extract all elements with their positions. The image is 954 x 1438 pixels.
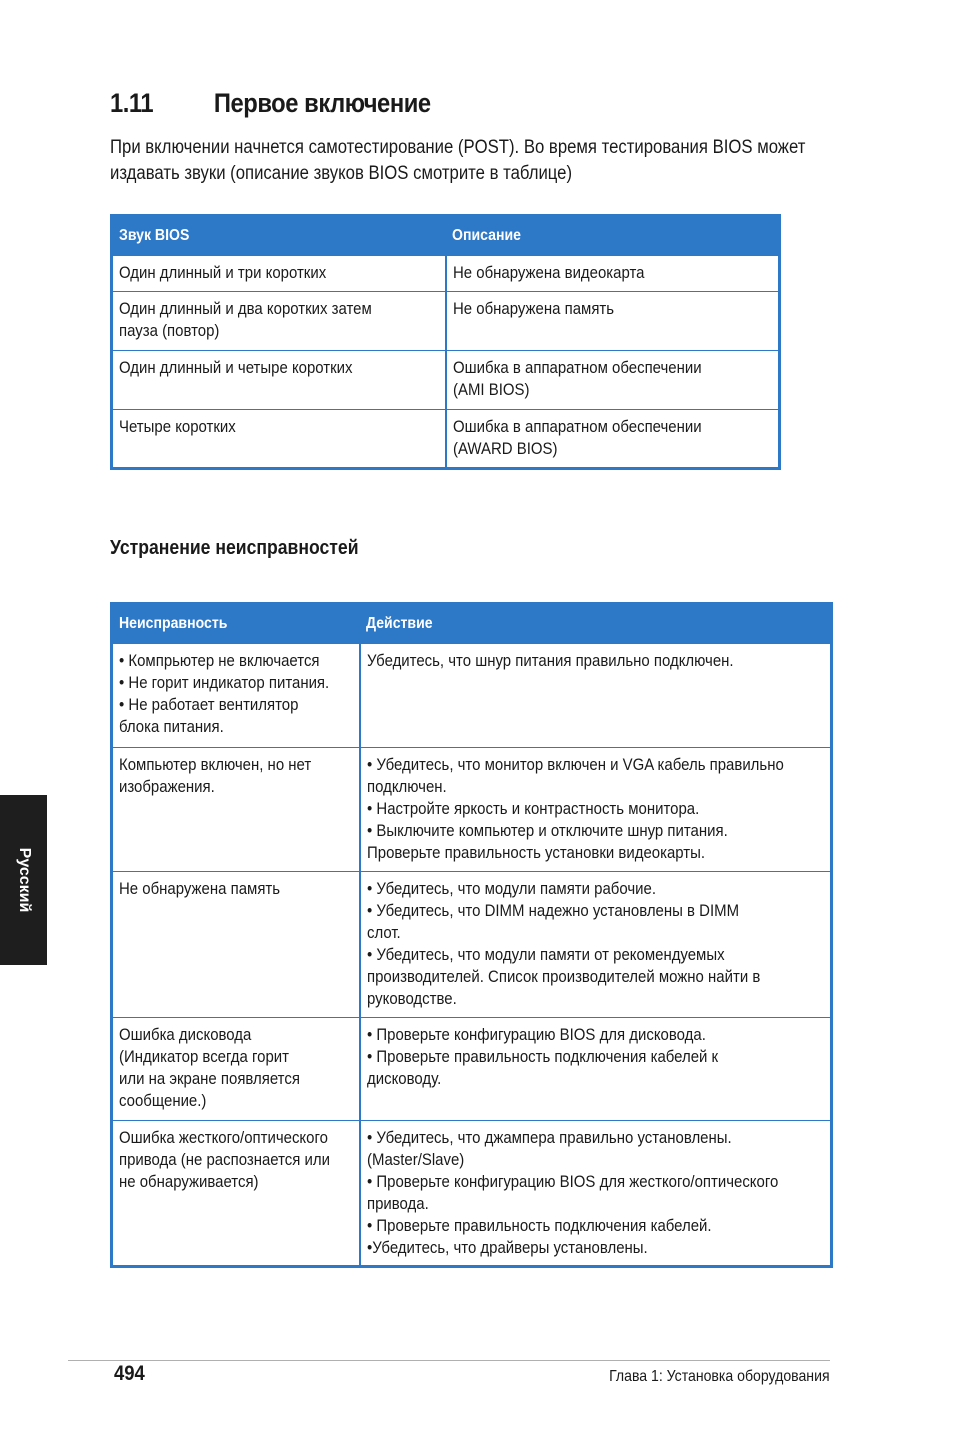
language-side-tab xyxy=(0,795,47,965)
language-label: Русский xyxy=(15,847,33,913)
troubleshooting-heading: Устранение неисправностей xyxy=(110,537,359,559)
troubleshooting-table xyxy=(110,602,833,1268)
table-cell: Ошибка дисковода (Индикатор всегда горит или на экране появляется сообщение.) xyxy=(112,1018,360,1121)
table-row xyxy=(112,1018,832,1121)
table-row xyxy=(112,872,832,1018)
intro-paragraph: При включении начнется самотестирование (POST). Во время тестирования BIOS может издавать звуки (описание звуков BIOS смотрите в таблице) xyxy=(110,137,806,184)
table-cell: Не обнаружена память xyxy=(446,292,780,351)
table-cell: • Компрьютер не включается • Не горит индикатор питания. • Не работает вентилятор блока питания. xyxy=(112,644,360,748)
table-cell: • Убедитесь, что модули памяти рабочие. • Убедитесь, что DIMM надежно установлены в DIMM слот. • Убедитесь, что модули памяти от рекомендуемых производителей. Список производителей можно найти в руководстве. xyxy=(360,872,832,1018)
table-header-row xyxy=(112,604,832,644)
table-row xyxy=(112,351,780,410)
table-row xyxy=(112,292,780,351)
table-row xyxy=(112,256,780,292)
section-title xyxy=(110,88,431,119)
column-header: Описание xyxy=(446,216,780,256)
table-cell: Убедитесь, что шнур питания правильно подключен. xyxy=(360,644,832,748)
section-title-text: Первое включение xyxy=(213,88,431,118)
column-header: Звук BIOS xyxy=(112,216,446,256)
table-cell: • Убедитесь, что монитор включен и VGA кабель правильно подключен. • Настройте яркость и контрастность монитора. • Выключите компьютер и отключите шнур питания. Проверьте правильность установки видеокарты. xyxy=(360,748,832,872)
table-cell: • Убедитесь, что джампера правильно установлены. (Master/Slave) • Проверьте конфигурацию BIOS для жесткого/оптического привода. • Проверьте правильность подключения кабелей. •Убедитесь, что драйверы установлены. xyxy=(360,1121,832,1267)
table-cell: • Проверьте конфигурацию BIOS для дисковода. • Проверьте правильность подключения кабелей к дисководу. xyxy=(360,1018,832,1121)
table-cell: Ошибка жесткого/оптического привода (не распознается или не обнаруживается) xyxy=(112,1121,360,1267)
page-number: 494 xyxy=(114,1362,145,1385)
table-cell: Один длинный и четыре коротких xyxy=(112,351,446,410)
table-row xyxy=(112,410,780,469)
table-row xyxy=(112,644,832,748)
table-cell: Четыре коротких xyxy=(112,410,446,469)
footer-divider xyxy=(68,1360,830,1361)
table-row xyxy=(112,1121,832,1267)
table-header-row xyxy=(112,216,780,256)
table-cell: Не обнаружена видеокарта xyxy=(446,256,780,292)
section-number: 1.11 xyxy=(110,88,154,118)
chapter-title: Глава 1: Установка оборудования xyxy=(609,1368,830,1385)
table-cell: Не обнаружена память xyxy=(112,872,360,1018)
table-cell: Ошибка в аппаратном обеспечении (AWARD BIOS) xyxy=(446,410,780,469)
column-header: Неисправность xyxy=(112,604,360,644)
table-cell: Ошибка в аппаратном обеспечении (AMI BIOS) xyxy=(446,351,780,410)
column-header: Действие xyxy=(360,604,832,644)
table-cell: Один длинный и два коротких затем пауза (повтор) xyxy=(112,292,446,351)
bios-beep-table xyxy=(110,214,781,470)
table-cell: Компьютер включен, но нет изображения. xyxy=(112,748,360,872)
table-cell: Один длинный и три коротких xyxy=(112,256,446,292)
table-row xyxy=(112,748,832,872)
